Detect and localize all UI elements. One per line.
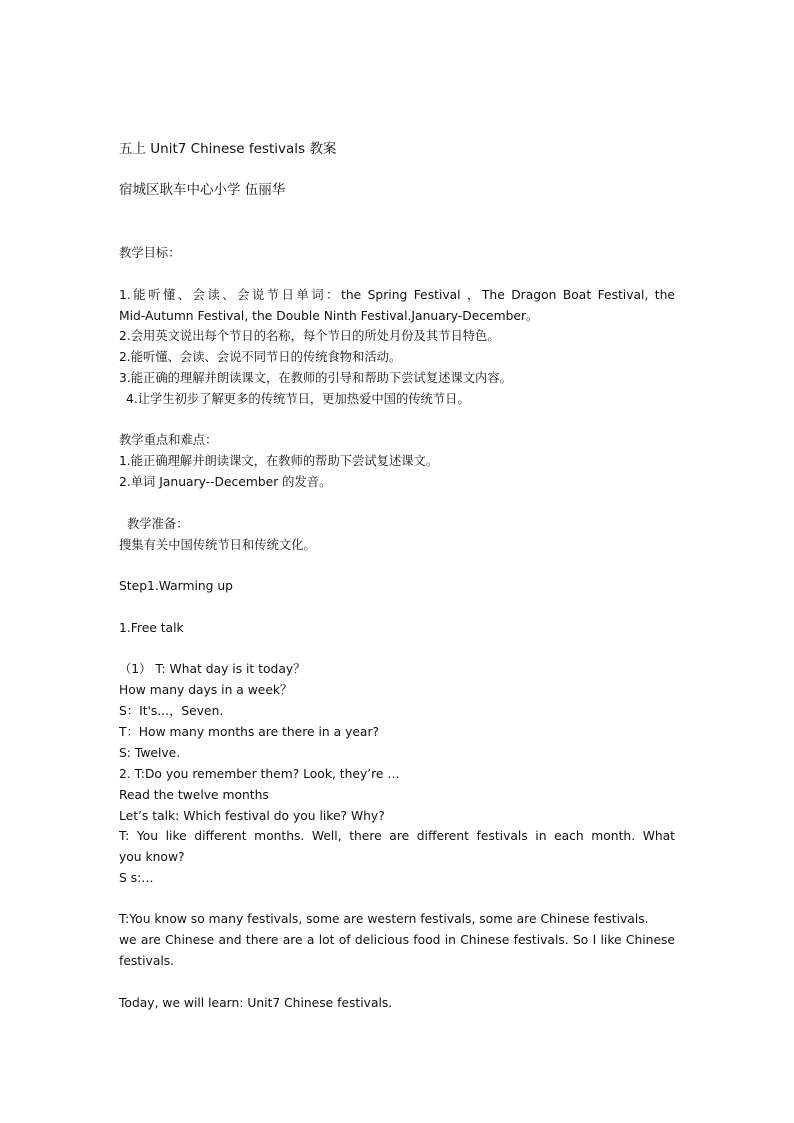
keypoints-heading: 教学重点和难点：: [119, 433, 218, 447]
objective-line: 2.能听懂、会读、会说不同节日的传统食物和活动。: [119, 350, 402, 364]
objective-line: 3.能正确的理解并朗读课文，在教师的引导和帮助下尝试复述课文内容。: [119, 371, 512, 385]
dialogue-line: T: You like different months. Well, there are different festivals in each month. What: [119, 829, 675, 843]
document-title: 五上 Unit7 Chinese festivals 教案: [119, 141, 337, 157]
objective-line: 4.让学生初步了解更多的传统节日，更加热爱中国的传统节日。: [126, 392, 470, 406]
dialogue-line: Let’s talk: Which festival do you like? Why?: [119, 809, 385, 823]
today-line: Today, we will learn: Unit7 Chinese festivals.: [119, 996, 393, 1010]
objectives-heading: 教学目标：: [119, 246, 181, 260]
dialogue-line: S s:…: [119, 871, 154, 885]
dialogue-line: Read the twelve months: [119, 788, 269, 802]
dialogue-line: 2. T:Do you remember them? Look, they’re …: [119, 767, 400, 781]
closing-line: festivals.: [119, 954, 175, 968]
dialogue-line: T：How many months are there in a year?: [119, 725, 380, 739]
free-talk-heading: 1.Free talk: [119, 621, 184, 635]
dialogue-line: S: Twelve.: [119, 746, 181, 760]
closing-line: T:You know so many festivals, some are western festivals, some are Chinese festivals.: [119, 912, 649, 926]
document-author: 宿城区耿车中心小学 伍丽华: [119, 182, 286, 198]
preparation-heading: 教学准备：: [127, 517, 189, 531]
step-heading: Step1.Warming up: [119, 579, 233, 593]
objective-line: 1.能听懂、会读、会说节日单词：the Spring Festival ，The Dragon Boat Festival, the: [119, 288, 675, 302]
dialogue-line: you know?: [119, 850, 185, 864]
preparation-text: 搜集有关中国传统节日和传统文化。: [119, 538, 316, 552]
dialogue-line: S：It's...，Seven.: [119, 704, 224, 718]
keypoint-line: 1.能正确理解并朗读课文，在教师的帮助下尝试复述课文。: [119, 454, 439, 468]
objective-line: 2.会用英文说出每个节日的名称，每个节日的所处月份及其节日特色。: [119, 329, 500, 343]
keypoint-line: 2.单词 January--December 的发音。: [119, 475, 332, 489]
dialogue-line: （1） T: What day is it today？: [119, 662, 306, 676]
dialogue-line: How many days in a week？: [119, 683, 293, 697]
closing-line: we are Chinese and there are a lot of delicious food in Chinese festivals. So I like Chinese: [119, 933, 675, 947]
objective-line: Mid-Autumn Festival, the Double Ninth Festival.January-December。: [119, 309, 539, 323]
